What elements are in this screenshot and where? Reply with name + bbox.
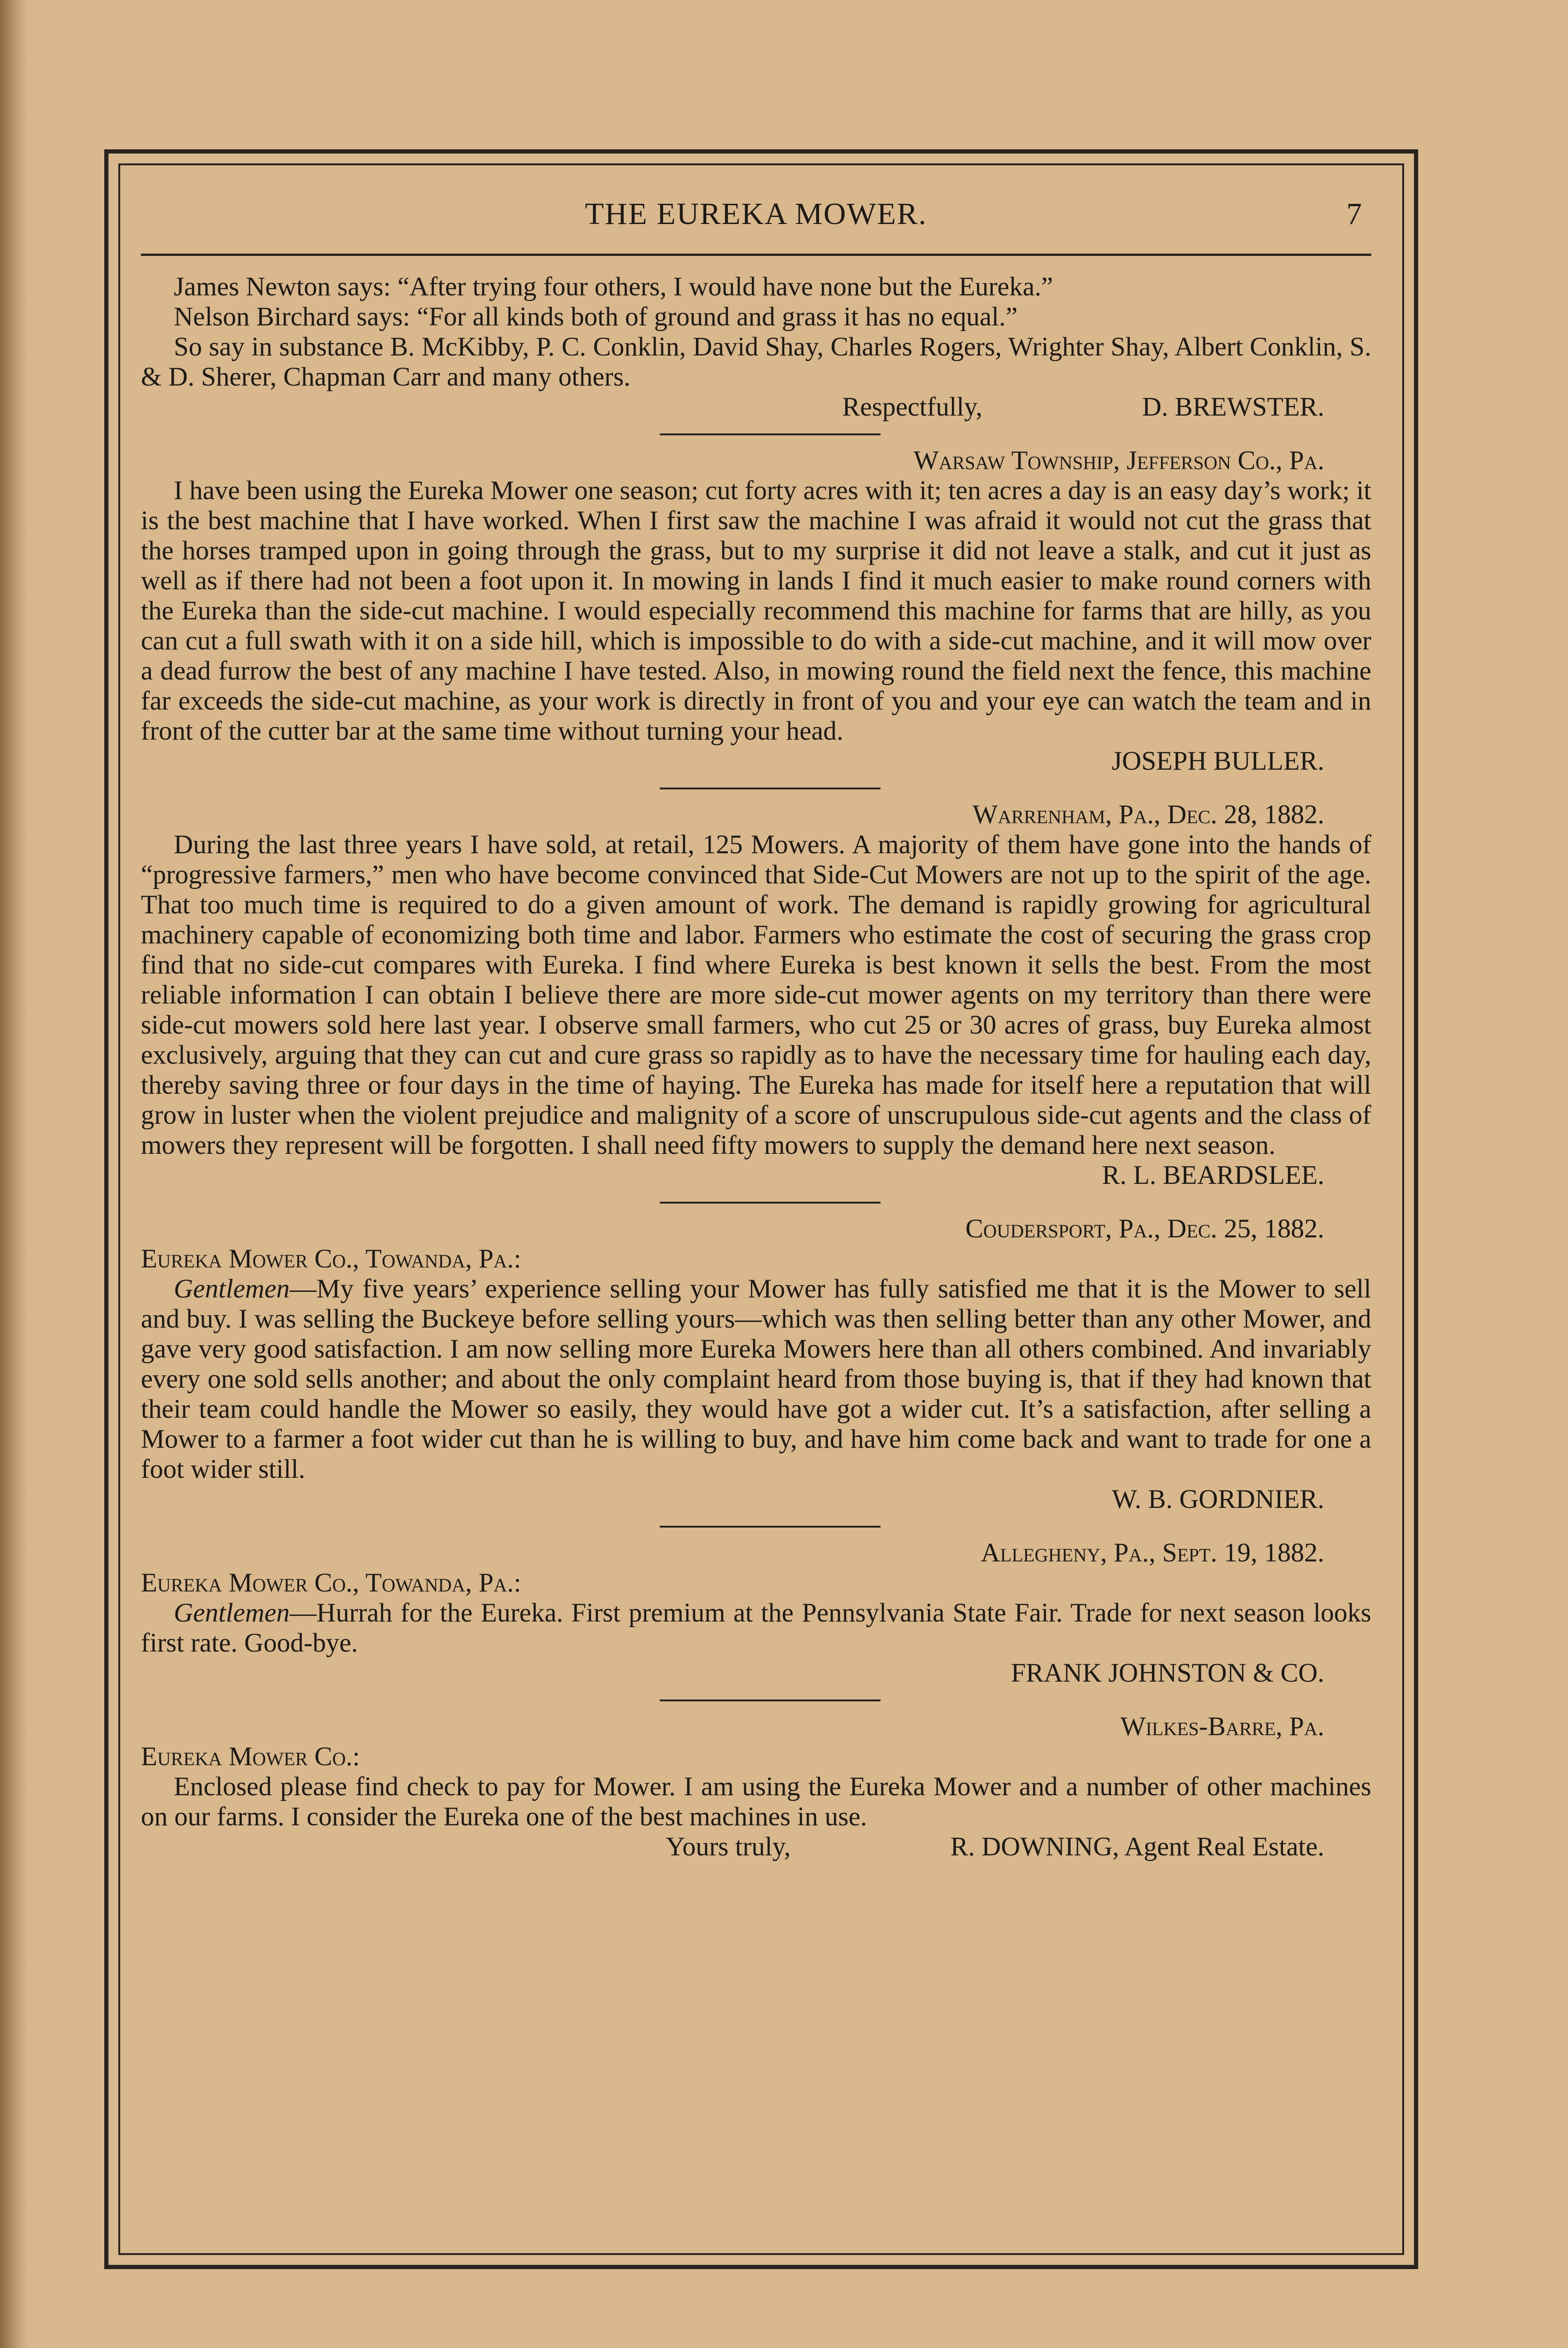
dateline: Warsaw Township, Jefferson Co., Pa. <box>913 446 1324 475</box>
closing: Yours truly, <box>665 1832 791 1861</box>
addressee: Eureka Mower Co.: <box>141 1742 360 1771</box>
letter-text: —My five years’ experience selling your Mower has fully satisfied me that it is the Mower to sell and buy. I was selling the Buckeye before selling yours—which was then selling better than any other Mower, and gave very good satisfaction. I am now selling more Eureka Mowers here than all others combined. And invariably every one sold sells another; and about the only complaint heard from those buying is, that if they had known that their team could handle the Mower so easily, they would have got a wider cut. It’s a satisfaction, after selling a Mower to a farmer a foot wider cut than he is willing to buy, and have him come back and want to trade for one a foot wider still. <box>141 1274 1371 1484</box>
signature: JOSEPH BULLER. <box>1112 746 1324 776</box>
signature: R. L. BEARDSLEE. <box>1102 1160 1324 1190</box>
section-divider <box>660 1202 881 1204</box>
testimonial-buller <box>141 446 1371 776</box>
signature-row <box>141 392 1371 422</box>
letter-text: —Hurrah for the Eureka. First premium at the Pennsylvania State Fair. Trade for next season looks first rate. Good-bye. <box>141 1598 1371 1658</box>
signature-row <box>141 1832 1371 1862</box>
section-divider <box>660 1699 881 1701</box>
salutation: Gentlemen <box>174 1274 290 1304</box>
testimonials-body <box>141 256 1371 1862</box>
testimonial-downing <box>141 1712 1371 1862</box>
running-header <box>141 188 1371 256</box>
signature: R. DOWNING, Agent Real Estate. <box>950 1832 1324 1861</box>
header-title: THE EUREKA MOWER. <box>585 197 927 231</box>
section-divider <box>660 788 881 789</box>
testimonial-beardslee <box>141 800 1371 1190</box>
dateline: Wilkes-Barre, Pa. <box>1120 1712 1324 1741</box>
section-divider <box>660 433 881 435</box>
letter-body: Enclosed please find check to pay for Mower. I am using the Eureka Mower and a number of other machines on our farms. I consider the Eureka one of the best machines in use. <box>141 1772 1371 1831</box>
dateline: Coudersport, Pa., Dec. 25, 1882. <box>965 1214 1324 1244</box>
page-content <box>141 188 1371 1862</box>
dateline: Allegheny, Pa., Sept. 19, 1882. <box>981 1538 1324 1568</box>
letter-body <box>141 1274 1371 1484</box>
signature: FRANK JOHNSTON & CO. <box>1011 1658 1324 1688</box>
section-divider <box>660 1526 881 1528</box>
testimonial-johnston <box>141 1538 1371 1688</box>
closing: Respectfully, <box>842 392 983 422</box>
signature: W. B. GORDNIER. <box>1112 1484 1324 1514</box>
salutation: Gentlemen <box>174 1598 290 1628</box>
signature: D. BREWSTER. <box>1142 392 1324 422</box>
dateline: Warrenham, Pa., Dec. 28, 1882. <box>972 800 1324 829</box>
page-number: 7 <box>1346 197 1362 231</box>
addressee: Eureka Mower Co., Towanda, Pa.: <box>141 1244 521 1274</box>
letter-body <box>141 1598 1371 1658</box>
quote-birchard: Nelson Birchard says: “For all kinds both of ground and grass it has no equal.” <box>174 302 1018 332</box>
addressee: Eureka Mower Co., Towanda, Pa.: <box>141 1568 521 1598</box>
letter-body: I have been using the Eureka Mower one season; cut forty acres with it; ten acres a day is an easy day’s work; it is the best machine that I have worked. When I first saw the machine I was afraid it would not cut the grass that the horses tramped upon in going through the grass, but to my surprise it did not leave a stalk, and cut it just as well as if there had not been a foot upon it. In mowing in lands I find it much easier to make round corners with the Eureka than the side-cut machine. I would especially recommend this machine for farms that are hilly, as you can cut a full swath with it on a side hill, which is impossible to do with a side-cut machine, and it will mow over a dead furrow the best of any machine I have tested. Also, in mowing round the field next the fence, this machine far exceeds the side-cut machine, as your work is directly in front of you and your eye can watch the team and in front of the cutter bar at the same time without turning your head. <box>141 476 1371 746</box>
book-spine-shadow <box>0 0 28 2348</box>
testimonial-gordnier <box>141 1214 1371 1514</box>
quote-newton: James Newton says: “After trying four others, I would have none but the Eureka.” <box>174 272 1053 301</box>
endorsers-list: So say in substance B. McKibby, P. C. Conklin, David Shay, Charles Rogers, Wrighter Shay, Albert Conklin, S. & D. Sherer, Chapman Carr and many others. <box>141 332 1371 392</box>
letter-body: During the last three years I have sold, at retail, 125 Mowers. A majority of them have gone into the hands of “progressive farmers,” men who have become convinced that Side-Cut Mowers are not up to the spirit of the age. That too much time is required to do a given amount of work. The demand is rapidly growing for agricultural machinery capable of economizing both time and labor. Farmers who estimate the cost of securing the grass crop find that no side-cut compares with Eureka. I find where Eureka is best known it sells the best. From the most reliable information I can obtain I believe there are more side-cut mower agents on my territory than there were side-cut mowers sold here last year. I observe small farmers, who cut 25 or 30 acres of grass, buy Eureka almost exclusively, arguing that they can cut and cure grass so rapidly as to have the necessary time for hauling each day, thereby saving three or four days in the time of haying. The Eureka has made for itself here a reputation that will grow in luster when the violent prejudice and malignity of a score of unscrupulous side-cut agents and the class of mowers they represent will be forgotten. I shall need fifty mowers to supply the demand here next season. <box>141 830 1371 1160</box>
testimonial-brewster <box>141 272 1371 422</box>
